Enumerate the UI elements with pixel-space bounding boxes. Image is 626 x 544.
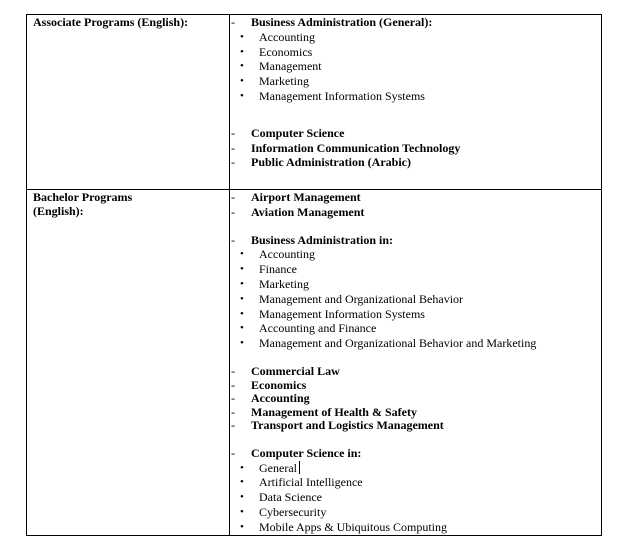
program-item: Finance bbox=[259, 262, 297, 277]
bullet-marker: • bbox=[240, 277, 244, 290]
associate-row bbox=[27, 15, 602, 190]
program-heading: Management of Health & Safety bbox=[251, 404, 417, 419]
dash-marker: - bbox=[231, 125, 235, 140]
bullet-marker: • bbox=[240, 263, 244, 276]
bullet-marker: • bbox=[240, 337, 244, 350]
program-heading: Economics bbox=[251, 377, 307, 392]
program-item: Marketing bbox=[259, 276, 309, 291]
program-heading: Aviation Management bbox=[251, 204, 365, 219]
bullet-marker: • bbox=[240, 60, 244, 73]
dash-marker: - bbox=[231, 155, 235, 170]
program-item: Marketing bbox=[259, 74, 309, 89]
bachelor-row bbox=[27, 190, 602, 536]
bullet-marker: • bbox=[240, 461, 244, 474]
bullet-marker: • bbox=[240, 476, 244, 489]
program-heading: Airport Management bbox=[251, 190, 361, 204]
dash-marker: - bbox=[231, 445, 235, 460]
associate-programs-cell bbox=[230, 15, 602, 190]
program-heading: Transport and Logistics Management bbox=[251, 418, 444, 433]
program-heading: Business Administration in: bbox=[251, 232, 394, 247]
bullet-marker: • bbox=[240, 520, 244, 533]
program-item: Management Information Systems bbox=[259, 306, 425, 321]
dash-marker: - bbox=[231, 140, 235, 155]
programs-table bbox=[26, 14, 602, 536]
bullet-marker: • bbox=[240, 505, 244, 518]
dash-marker: - bbox=[231, 204, 235, 219]
program-heading: Computer Science in: bbox=[251, 445, 362, 460]
dash-marker: - bbox=[231, 15, 235, 29]
program-item: Data Science bbox=[259, 490, 322, 505]
program-heading: Business Administration (General): bbox=[251, 15, 433, 29]
text-cursor bbox=[299, 461, 300, 474]
dash-marker: - bbox=[231, 190, 235, 204]
dash-marker: - bbox=[231, 391, 235, 406]
bullet-marker: • bbox=[240, 307, 244, 320]
program-heading: Computer Science bbox=[251, 125, 345, 140]
dash-marker: - bbox=[231, 404, 235, 419]
program-item: Accounting and Finance bbox=[259, 321, 377, 336]
program-item: Accounting bbox=[259, 247, 315, 262]
bachelor-label-cell bbox=[27, 190, 230, 536]
program-item: Management and Organizational Behavior and Marketing bbox=[259, 336, 537, 351]
dash-marker: - bbox=[231, 363, 235, 378]
bullet-marker: • bbox=[240, 292, 244, 305]
program-heading: Commercial Law bbox=[251, 363, 340, 378]
program-heading: Information Communication Technology bbox=[251, 140, 461, 155]
program-item: Artificial Intelligence bbox=[259, 475, 363, 490]
program-heading: Accounting bbox=[251, 391, 310, 406]
program-item: Cybersecurity bbox=[259, 504, 327, 519]
dash-marker: - bbox=[231, 377, 235, 392]
bullet-marker: • bbox=[240, 248, 244, 261]
bullet-marker: • bbox=[240, 75, 244, 88]
program-item: Management and Organizational Behavior bbox=[259, 291, 464, 306]
program-item: Mobile Apps & Ubiquitous Computing bbox=[259, 519, 448, 534]
bullet-marker: • bbox=[240, 30, 244, 43]
dash-marker: - bbox=[231, 232, 235, 247]
program-item: Management Information Systems bbox=[259, 88, 425, 103]
bachelor-label: Bachelor Programs (English): bbox=[33, 190, 133, 218]
associate-label: Associate Programs (English): bbox=[33, 15, 189, 29]
bullet-marker: • bbox=[240, 45, 244, 58]
bullet-marker: • bbox=[240, 89, 244, 102]
program-heading: Public Administration (Arabic) bbox=[251, 155, 412, 170]
bullet-marker: • bbox=[240, 491, 244, 504]
bullet-marker: • bbox=[240, 322, 244, 335]
program-item: General bbox=[259, 461, 300, 476]
program-item: Management bbox=[259, 59, 322, 74]
program-item: Economics bbox=[259, 44, 313, 59]
program-item: Accounting bbox=[259, 29, 315, 44]
dash-marker: - bbox=[231, 418, 235, 433]
associate-label-cell bbox=[27, 15, 230, 190]
bachelor-programs-cell bbox=[230, 190, 602, 536]
